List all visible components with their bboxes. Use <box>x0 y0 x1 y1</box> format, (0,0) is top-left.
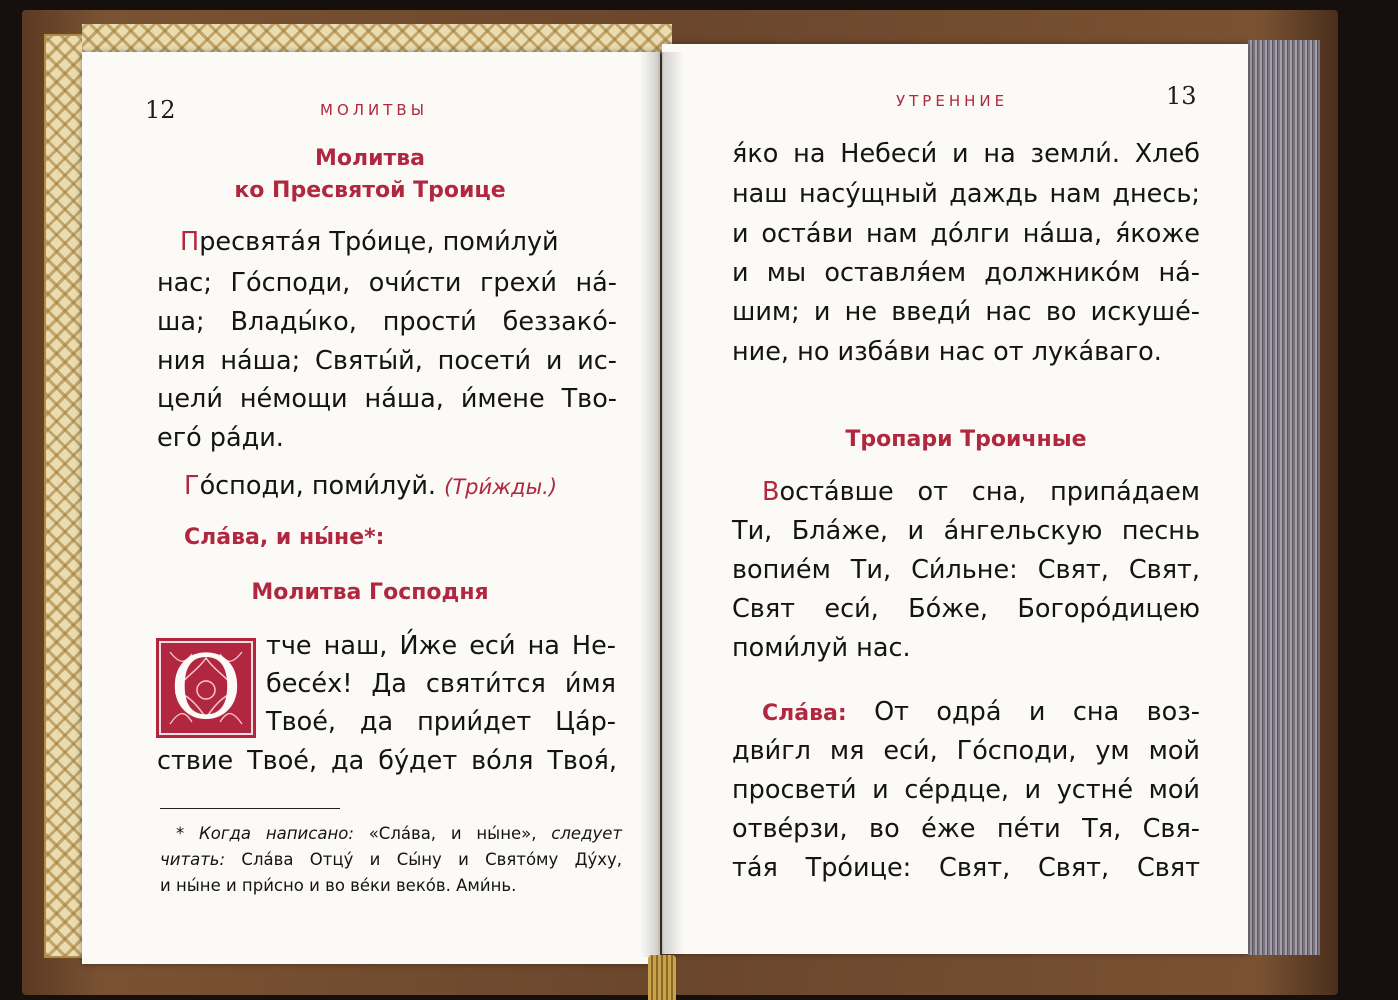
left-running-head: МОЛИТВЫ <box>320 101 428 119</box>
trinity-prayer-line: ния на́ша; Святы́й, посети́ и ис- <box>157 346 617 376</box>
troparion-line: отве́рзи, во е́же пе́ти Тя, Свя- <box>732 814 1200 844</box>
right-running-head: УТРЕННИЕ <box>896 92 1009 110</box>
page-edges <box>1248 40 1320 955</box>
drop-cap <box>156 638 256 738</box>
troparion-line: просвети́ и се́рдце, и устне́ мои́ <box>732 775 1200 805</box>
right-page-number: 13 <box>1166 82 1197 110</box>
troparion-line: вопие́м Ти, Си́льне: Свят, Свят, <box>732 555 1200 585</box>
initial-letter: П <box>180 227 200 257</box>
lords-prayer-continuation-line: наш насу́щный даждь нам днесь; <box>732 179 1200 209</box>
left-page-number: 12 <box>145 96 176 124</box>
lords-prayer-continuation-line: ние, но изба́ви нас от лука́ваго. <box>732 337 1162 367</box>
footnote-line: и ны́не и при́сно и во ве́ки веко́в. Ами́нь. <box>160 876 517 895</box>
lords-prayer-line: ствие Твое́, да бу́дет во́ля Твоя́, <box>157 746 617 776</box>
troparion-line: Воста́вше от сна, припа́даем <box>762 477 1200 507</box>
troparion-line: Сла́ва: От одра́ и сна воз- <box>762 697 1200 727</box>
bookmark-ribbon <box>648 955 676 1000</box>
troparion-line: поми́луй нас. <box>732 633 911 663</box>
footnote-rule <box>160 808 340 809</box>
trinity-prayer-line: нас; Го́споди, очи́сти грехи́ на́- <box>157 268 617 298</box>
book-gutter <box>640 52 684 957</box>
lords-prayer-continuation-line: и мы оставля́ем должнико́м на́- <box>732 258 1200 288</box>
heading-trinity-line1: Молитва <box>314 146 426 171</box>
trinity-prayer-line: цели́ не́мощи на́ша, и́мене Тво- <box>157 384 617 414</box>
glory-rubric: Сла́ва: <box>762 701 847 726</box>
troparion-line: Ти, Бла́же, и а́нгельскую песнь <box>732 516 1200 546</box>
drop-cap-letter: О <box>169 636 243 739</box>
footnote-line: * Когда написано: «Сла́ва, и ны́не», следует <box>176 824 623 843</box>
heading-trinity-line2: ко Пресвятой Троице <box>234 178 506 203</box>
lords-prayer-continuation-line: и оста́ви нам до́лги на́ша, я́коже <box>732 219 1200 249</box>
troparion-line: дви́гл мя еси́, Го́споди, ум мой <box>732 736 1200 766</box>
glory-rubric: Сла́ва, и ны́не*: <box>184 525 385 550</box>
initial-letter: Г <box>184 471 200 501</box>
gold-lattice-ornament-top <box>82 24 672 54</box>
thrice-rubric: (Три́жды.) <box>444 475 558 499</box>
lords-prayer-continuation-line: шим; и не введи́ нас во искуше́- <box>732 297 1200 327</box>
initial-letter: В <box>762 477 780 507</box>
troparion-line: Свят еси́, Бо́же, Богоро́дицею <box>732 594 1200 624</box>
lords-prayer-line: бесе́х! Да святи́тся и́мя <box>266 669 616 699</box>
gold-lattice-ornament-border <box>44 34 86 958</box>
trinity-prayer-line: ша; Влады́ко, прости́ беззако́- <box>157 307 617 337</box>
heading-lords-prayer: Молитва Господня <box>251 580 489 605</box>
lords-prayer-line: тче наш, И́же еси́ на Не- <box>266 631 616 661</box>
heading-troparia: Тропари Троичные <box>845 427 1087 452</box>
lords-prayer-line: Твое́, да прии́дет Ца́р- <box>266 707 616 737</box>
trinity-prayer-line: Пресвята́я Тро́ице, поми́луй <box>180 227 559 257</box>
lords-prayer-continuation-line: я́ко на Небеси́ и на земли́. Хлеб <box>732 139 1200 169</box>
troparion-line: та́я Тро́ице: Свят, Свят, Свят <box>732 853 1200 883</box>
lord-have-mercy-line: Го́споди, поми́луй. (Три́жды.) <box>184 471 558 501</box>
trinity-prayer-line: его́ ра́ди. <box>157 423 284 453</box>
footnote-line: читать: Сла́ва Отцу́ и Сы́ну и Свято́му Ду́ху, <box>160 850 622 869</box>
